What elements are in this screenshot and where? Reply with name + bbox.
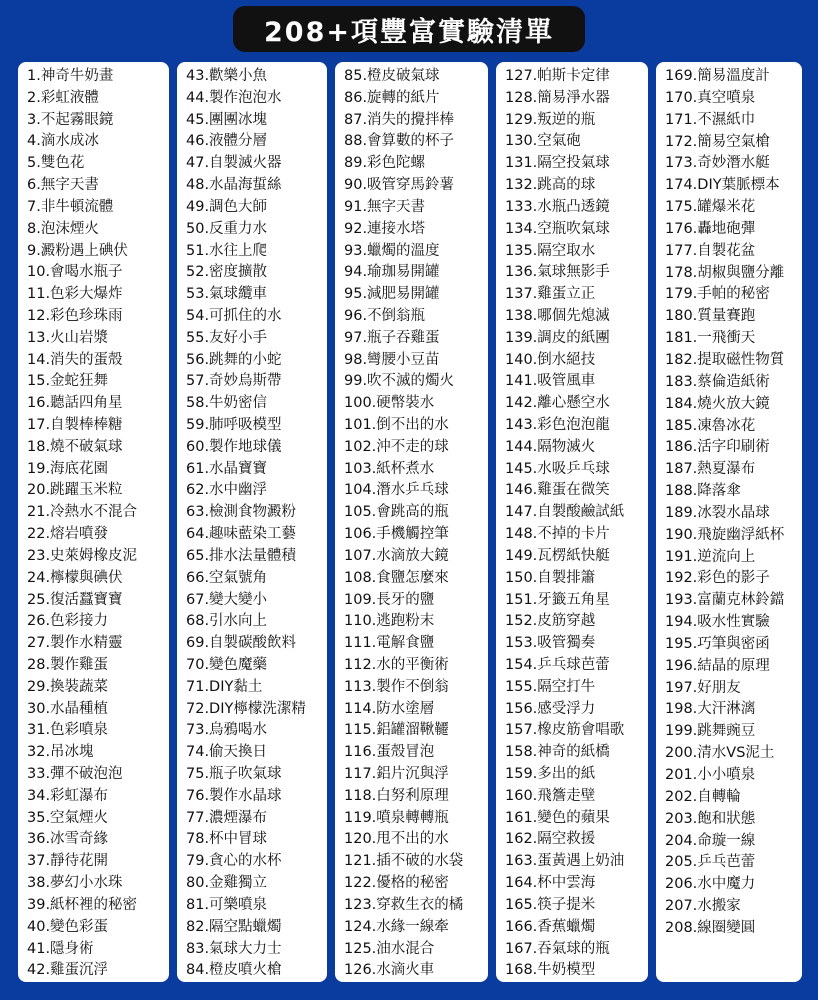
experiment-item: 97.瓶子吞雞蛋	[344, 329, 440, 346]
experiment-item: 185.凍魯冰花	[665, 417, 756, 434]
experiment-item: 196.結晶的原理	[665, 657, 770, 674]
experiment-item: 135.隔空取水	[505, 242, 596, 259]
experiment-item: 88.會算數的杯子	[344, 133, 455, 150]
experiment-item: 147.自製酸鹼試紙	[505, 504, 625, 521]
experiment-item: 58.牛奶密信	[186, 395, 268, 412]
experiment-item: 5.雙色花	[27, 155, 85, 172]
experiment-item: 57.奇妙烏斯帶	[186, 373, 282, 390]
experiment-item: 183.蔡倫造紙術	[665, 373, 770, 390]
experiment-item: 78.杯中冒球	[186, 831, 268, 848]
experiment-item: 145.水吸乒乓球	[505, 460, 610, 477]
experiment-item: 18.燒不破氣球	[27, 438, 123, 455]
experiment-item: 48.水晶海蜇絲	[186, 177, 282, 194]
experiment-item: 177.自製花盆	[665, 242, 756, 259]
experiment-item: 22.熔岩噴發	[27, 526, 109, 543]
experiment-item: 158.神奇的紙橋	[505, 744, 610, 761]
experiment-item: 144.隔物滅火	[505, 438, 596, 455]
experiment-item: 61.水晶寶寶	[186, 460, 268, 477]
experiment-item: 188.降落傘	[665, 483, 741, 500]
experiment-item: 46.液體分層	[186, 133, 268, 150]
experiment-item: 104.潛水乒乓球	[344, 482, 449, 499]
experiment-item: 119.噴泉轉轉瓶	[344, 809, 449, 826]
experiment-item: 75.瓶子吹氣球	[186, 766, 282, 782]
experiment-item: 43.歡樂小魚	[186, 68, 268, 84]
experiment-item: 191.逆流向上	[665, 548, 756, 565]
experiment-item: 120.甩不出的水	[344, 831, 449, 848]
experiment-item: 103.紙杯煮水	[344, 460, 435, 477]
experiment-item: 152.皮筋穿越	[505, 613, 596, 630]
experiment-item: 86.旋轉的紙片	[344, 89, 440, 106]
experiment-item: 128.簡易淨水器	[505, 89, 610, 106]
experiment-item: 192.彩色的影子	[665, 570, 770, 587]
experiment-column-3	[335, 62, 488, 982]
experiment-item: 118.白努利原理	[344, 787, 449, 804]
experiment-item: 113.製作不倒翁	[344, 678, 449, 695]
experiment-item: 169.簡易溫度計	[665, 68, 770, 84]
experiment-item: 77.濃煙瀑布	[186, 809, 268, 826]
experiment-item: 13.火山岩漿	[27, 329, 109, 346]
experiment-item: 7.非牛頓流體	[27, 198, 114, 215]
experiment-column-4	[496, 62, 648, 982]
experiment-item: 137.雞蛋立正	[505, 286, 596, 303]
experiment-item: 117.鋁片沉與浮	[344, 766, 449, 782]
experiment-item: 131.隔空投氣球	[505, 155, 610, 172]
experiment-item: 204.命璇一線	[665, 832, 756, 849]
experiment-item: 19.海底花園	[27, 460, 109, 477]
experiment-item: 139.調皮的紙團	[505, 329, 610, 346]
experiment-item: 112.水的平衡術	[344, 656, 449, 673]
experiment-item: 190.飛旋幽浮紙杯	[665, 526, 785, 543]
experiment-item: 71.DIY黏土	[186, 678, 263, 695]
experiment-item: 111.電解食鹽	[344, 635, 435, 652]
experiment-item: 47.自製滅火器	[186, 155, 282, 172]
experiment-item: 176.轟地砲彈	[665, 220, 756, 237]
experiment-item: 161.變色的蘋果	[505, 809, 610, 826]
experiment-item: 21.冷熱水不混合	[27, 504, 138, 521]
experiment-item: 35.空氣煙火	[27, 809, 109, 826]
experiment-item: 162.隔空救援	[505, 831, 596, 848]
experiment-item: 52.密度擴散	[186, 264, 268, 281]
experiment-item: 142.離心懸空水	[505, 395, 610, 412]
experiment-item: 9.澱粉遇上碘伏	[27, 242, 128, 259]
experiment-item: 160.飛簷走壁	[505, 787, 596, 804]
experiment-item: 95.減肥易開罐	[344, 286, 440, 303]
experiment-column-2	[177, 62, 327, 982]
experiment-item: 79.貪心的水杯	[186, 853, 282, 870]
experiment-item: 126.水滴火車	[344, 962, 435, 979]
experiment-item: 133.水瓶凸透鏡	[505, 198, 610, 215]
experiment-item: 55.友好小手	[186, 329, 268, 346]
experiment-item: 89.彩色陀螺	[344, 155, 426, 172]
experiment-item: 11.色彩大爆炸	[27, 286, 123, 303]
experiment-item: 69.自製碳酸飲料	[186, 635, 297, 652]
experiment-item: 34.彩虹瀑布	[27, 787, 109, 804]
experiment-item: 41.隱身術	[27, 940, 94, 957]
experiment-item: 208.線圈變圓	[665, 919, 756, 936]
experiment-item: 130.空氣砲	[505, 133, 581, 150]
experiment-item: 72.DIY檸檬洗潔精	[186, 700, 306, 717]
experiment-item: 106.手機觸控筆	[344, 526, 449, 543]
experiment-item: 180.質量賽跑	[665, 308, 756, 325]
experiment-item: 50.反重力水	[186, 220, 268, 237]
experiment-item: 16.聽話四角星	[27, 395, 123, 412]
experiment-item: 74.偷天換日	[186, 744, 268, 761]
experiment-item: 76.製作水晶球	[186, 787, 282, 804]
experiment-item: 23.史萊姆橡皮泥	[27, 547, 138, 564]
experiment-item: 29.換裝蔬菜	[27, 678, 109, 695]
experiment-item: 175.罐爆米花	[665, 199, 756, 216]
experiment-item: 207.水搬家	[665, 898, 741, 915]
experiment-item: 85.橙皮破氣球	[344, 68, 440, 84]
experiment-item: 73.烏鴉喝水	[186, 722, 268, 739]
experiment-item: 83.氣球大力士	[186, 940, 282, 957]
experiment-item: 125.油水混合	[344, 940, 435, 957]
experiment-item: 129.叛逆的瓶	[505, 111, 596, 128]
experiment-item: 205.乒乓芭蕾	[665, 854, 756, 871]
experiment-item: 81.可樂噴泉	[186, 896, 268, 913]
experiment-item: 10.會喝水瓶子	[27, 264, 123, 281]
experiment-item: 63.檢測食物澱粉	[186, 504, 297, 521]
experiment-item: 140.倒水絕技	[505, 351, 596, 368]
experiment-item: 171.不濕紙巾	[665, 111, 756, 128]
experiment-item: 28.製作雞蛋	[27, 656, 109, 673]
experiment-item: 91.無字天書	[344, 198, 426, 215]
experiment-item: 151.牙籤五角星	[505, 591, 610, 608]
experiment-item: 108.食鹽怎麼來	[344, 569, 449, 586]
experiment-item: 172.簡易空氣槍	[665, 133, 770, 150]
experiment-item: 156.感受浮力	[505, 700, 596, 717]
page-title: 208+項豐富實驗清單	[233, 6, 585, 52]
experiment-item: 49.調色大師	[186, 198, 268, 215]
experiment-item: 184.燒火放大鏡	[665, 395, 770, 412]
experiment-item: 14.消失的蛋殼	[27, 351, 123, 368]
experiment-item: 39.紙杯裡的秘密	[27, 896, 138, 913]
experiment-item: 54.可抓住的水	[186, 307, 282, 324]
experiment-column-5	[656, 62, 802, 982]
experiment-item: 150.自製排簫	[505, 569, 596, 586]
experiment-item: 197.好朋友	[665, 679, 741, 696]
experiment-item: 193.富蘭克林鈴鐺	[665, 592, 785, 609]
experiment-item: 84.橙皮噴火槍	[186, 962, 282, 979]
experiment-item: 155.隔空打牛	[505, 678, 596, 695]
experiment-item: 143.彩色泡泡龍	[505, 417, 610, 433]
experiment-item: 30.水晶種植	[27, 700, 109, 717]
experiment-item: 67.變大變小	[186, 591, 268, 608]
experiment-item: 56.跳舞的小蛇	[186, 351, 282, 368]
experiment-item: 167.吞氣球的瓶	[505, 940, 610, 957]
experiment-item: 94.瑜珈易開罐	[344, 264, 440, 281]
experiment-item: 80.金雞獨立	[186, 875, 268, 892]
experiment-item: 174.DIY葉脈標本	[665, 177, 780, 194]
experiment-item: 15.金蛇狂舞	[27, 373, 109, 390]
experiment-item: 96.不倒翁瓶	[344, 307, 426, 324]
experiment-item: 64.趣味藍染工藝	[186, 526, 297, 543]
experiment-item: 116.蛋殼冒泡	[344, 744, 435, 761]
experiment-item: 203.飽和狀態	[665, 810, 756, 827]
experiment-item: 198.大汗淋漓	[665, 701, 756, 718]
experiment-item: 189.冰裂水晶球	[665, 504, 770, 521]
experiment-item: 132.跳高的球	[505, 177, 596, 194]
experiment-item: 206.水中魔力	[665, 876, 756, 893]
experiment-item: 182.提取磁性物質	[665, 351, 785, 368]
experiment-item: 82.隔空點蠟燭	[186, 918, 282, 935]
experiment-item: 110.逃跑粉末	[344, 613, 435, 630]
experiment-item: 2.彩虹液體	[27, 89, 99, 106]
experiment-item: 149.瓦楞紙快艇	[505, 547, 610, 564]
experiment-item: 115.鋁罐溜鞦韆	[344, 722, 449, 739]
experiment-item: 99.吹不滅的燭火	[344, 373, 455, 390]
experiment-item: 157.橡皮筋會唱歌	[505, 722, 625, 739]
experiment-item: 66.空氣號角	[186, 569, 268, 586]
experiment-item: 33.彈不破泡泡	[27, 766, 123, 782]
experiment-item: 37.靜待花開	[27, 853, 109, 870]
experiment-item: 194.吸水性實驗	[665, 614, 770, 631]
experiment-item: 168.牛奶模型	[505, 962, 596, 979]
experiment-item: 36.冰雪奇緣	[27, 831, 109, 848]
experiment-item: 98.彎腰小豆苗	[344, 351, 440, 368]
experiment-item: 148.不掉的卡片	[505, 526, 610, 543]
experiment-item: 166.香蕉蠟燭	[505, 918, 596, 935]
experiment-item: 134.空瓶吹氣球	[505, 220, 610, 237]
experiment-item: 25.復活蠶寶寶	[27, 591, 123, 608]
experiment-item: 109.長牙的鹽	[344, 591, 435, 608]
experiment-item: 136.氣球無影手	[505, 264, 610, 281]
experiment-item: 163.蛋黃遇上奶油	[505, 853, 625, 870]
experiment-item: 123.穿救生衣的橘	[344, 896, 464, 913]
experiment-item: 38.夢幻小水珠	[27, 875, 123, 892]
experiment-item: 32.吊冰塊	[27, 744, 94, 761]
experiment-item: 138.哪個先熄滅	[505, 307, 610, 324]
experiment-item: 31.色彩噴泉	[27, 722, 109, 739]
experiment-item: 53.氣球纜車	[186, 286, 268, 303]
experiment-item: 122.優格的秘密	[344, 875, 449, 892]
experiment-item: 186.活字印刷術	[665, 439, 770, 456]
experiment-item: 124.水緣一線牽	[344, 918, 449, 935]
experiment-item: 165.筷子提米	[505, 896, 596, 913]
experiment-item: 179.手帕的秘密	[665, 286, 770, 303]
experiment-item: 114.防水塗層	[344, 700, 435, 717]
experiment-item: 45.團團冰塊	[186, 111, 268, 128]
experiment-item: 141.吸管風車	[505, 373, 596, 390]
experiment-item: 154.乒乓球芭蕾	[505, 656, 610, 673]
experiment-item: 92.連接水塔	[344, 220, 426, 237]
experiment-item: 101.倒不出的水	[344, 417, 449, 433]
experiment-item: 146.雞蛋在微笑	[505, 482, 610, 499]
experiment-item: 199.跳舞豌豆	[665, 723, 756, 740]
experiment-item: 24.檸檬與碘伏	[27, 569, 123, 586]
experiment-item: 90.吸管穿馬鈴薯	[344, 177, 455, 194]
experiment-item: 27.製作水精靈	[27, 635, 123, 652]
experiment-item: 121.插不破的水袋	[344, 853, 464, 870]
experiment-item: 100.硬幣裝水	[344, 395, 435, 412]
experiment-item: 159.多出的紙	[505, 766, 596, 782]
experiment-item: 3.不起霧眼鏡	[27, 111, 114, 128]
experiment-item: 105.會跳高的瓶	[344, 504, 449, 521]
experiment-item: 178.胡椒與鹽分離	[665, 264, 785, 281]
experiment-item: 6.無字天書	[27, 177, 99, 194]
experiment-item: 70.變色魔藥	[186, 656, 268, 673]
experiment-item: 102.沖不走的球	[344, 438, 449, 455]
experiment-item: 60.製作地球儀	[186, 438, 282, 455]
experiment-item: 201.小小噴泉	[665, 767, 756, 783]
experiment-item: 153.吸管獨奏	[505, 635, 596, 652]
experiment-item: 200.清水VS泥土	[665, 745, 775, 762]
experiment-item: 170.真空噴泉	[665, 89, 756, 106]
experiment-item: 40.變色彩蛋	[27, 918, 109, 935]
experiment-item: 181.一飛衝天	[665, 330, 756, 347]
experiment-item: 62.水中幽浮	[186, 482, 268, 499]
experiment-item: 68.引水向上	[186, 613, 268, 630]
experiment-item: 12.彩色珍珠雨	[27, 307, 123, 324]
experiment-item: 195.巧筆與密函	[665, 635, 770, 652]
experiment-item: 1.神奇牛奶畫	[27, 68, 114, 84]
experiment-item: 87.消失的攪拌棒	[344, 111, 455, 128]
experiment-item: 65.排水法量體積	[186, 547, 297, 564]
experiment-item: 107.水滴放大鏡	[344, 547, 449, 564]
experiment-column-1	[18, 62, 169, 982]
experiment-item: 187.熱夏瀑布	[665, 461, 756, 478]
experiment-item: 173.奇妙潛水艇	[665, 155, 770, 172]
experiment-item: 93.蠟燭的溫度	[344, 242, 440, 259]
experiment-item: 51.水往上爬	[186, 242, 268, 259]
experiment-item: 42.雞蛋沉浮	[27, 962, 109, 979]
experiment-item: 26.色彩接力	[27, 613, 109, 630]
experiment-item: 59.肺呼吸模型	[186, 417, 282, 433]
experiment-item: 44.製作泡泡水	[186, 89, 282, 106]
experiment-item: 127.帕斯卡定律	[505, 68, 610, 84]
experiment-item: 4.滴水成冰	[27, 133, 99, 150]
experiment-item: 202.自轉輪	[665, 788, 741, 805]
experiment-item: 20.跳躍玉米粒	[27, 482, 123, 499]
experiment-item: 164.杯中雲海	[505, 875, 596, 892]
experiment-item: 8.泡沫煙火	[27, 220, 99, 237]
experiment-item: 17.自製棒棒糖	[27, 417, 123, 433]
